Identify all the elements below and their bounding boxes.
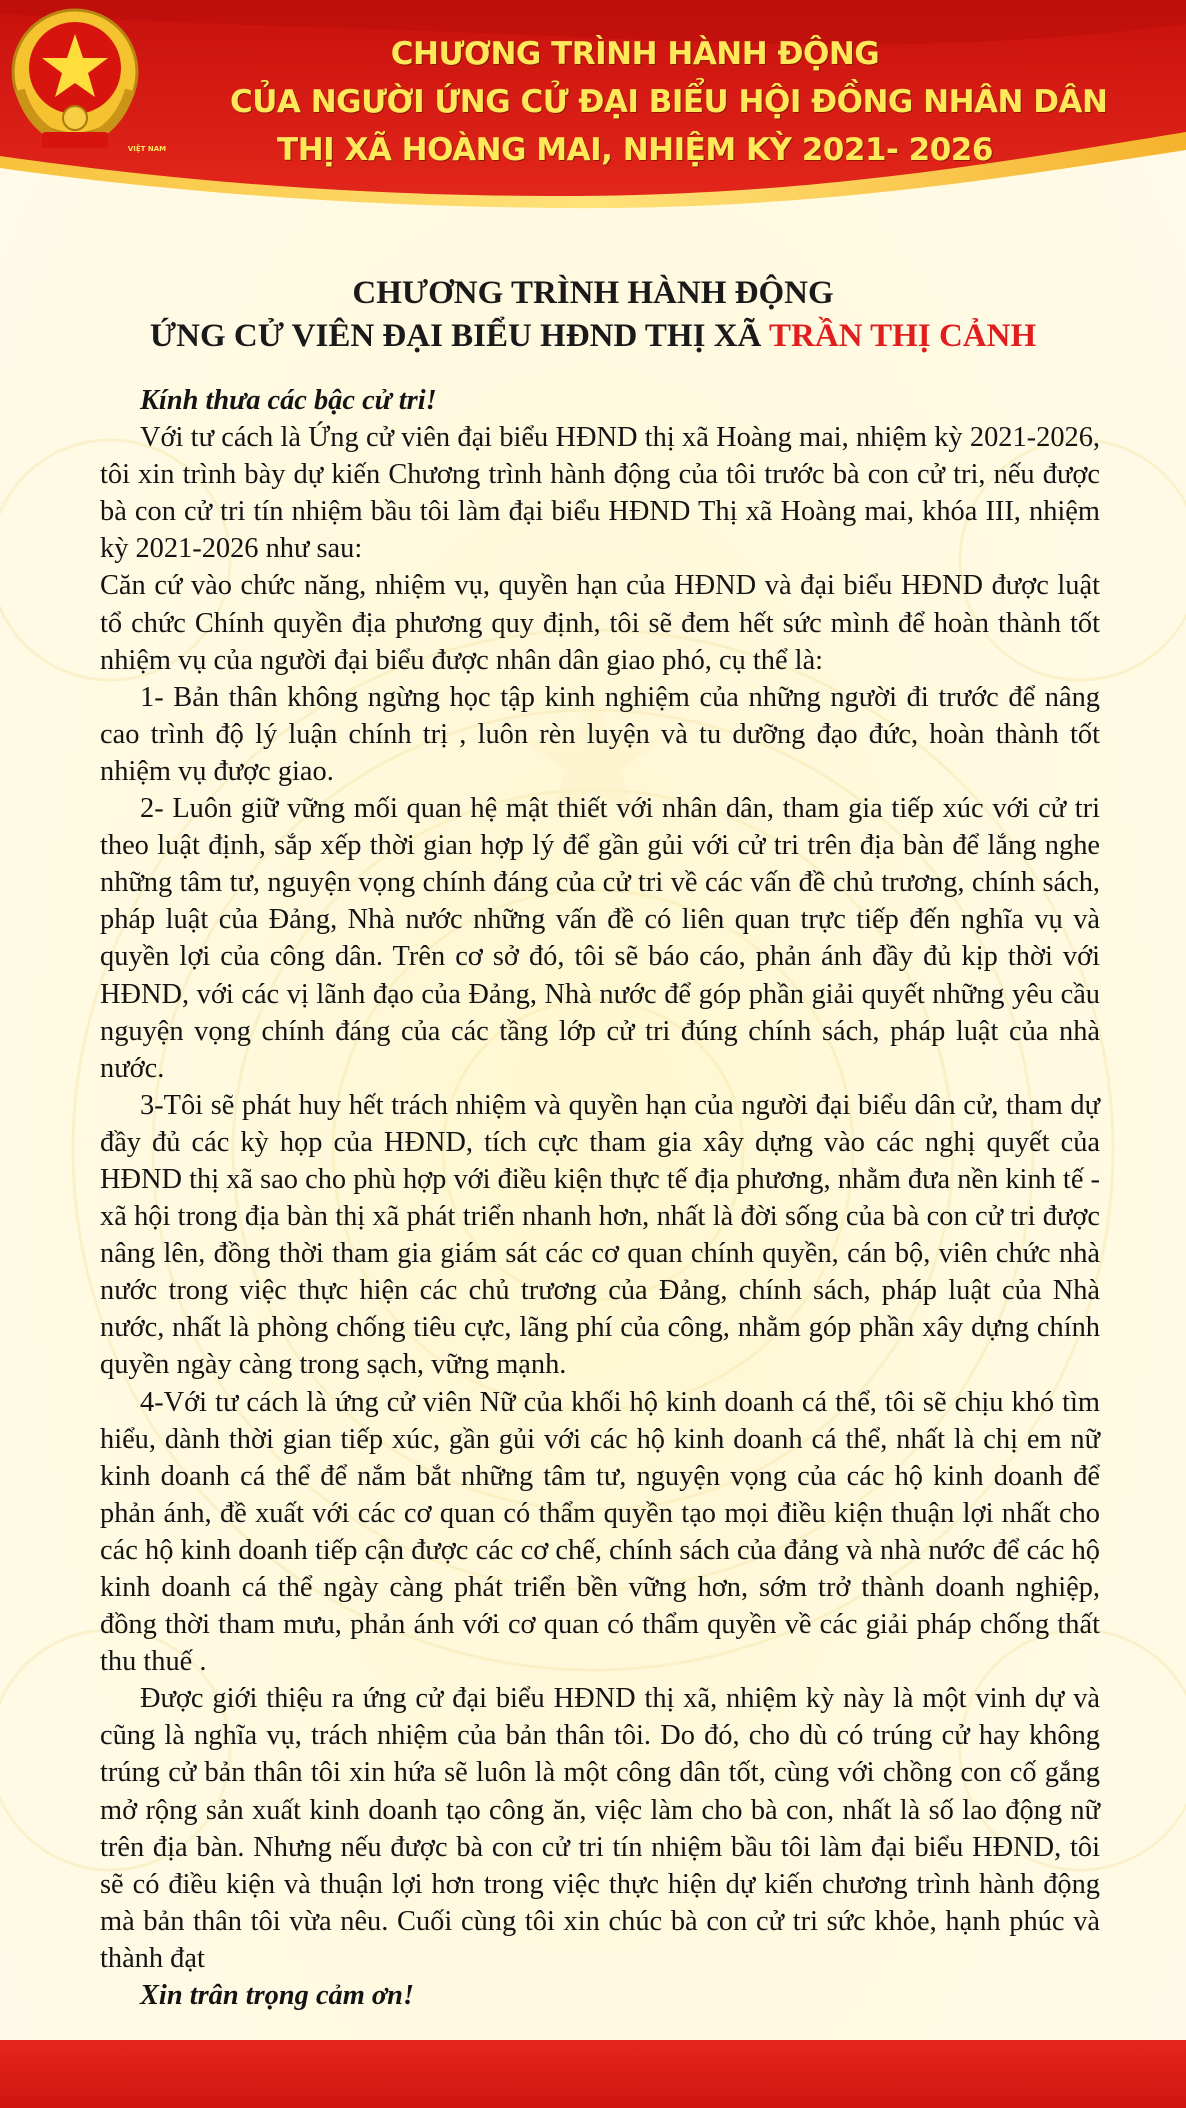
banner-line-3: THỊ XÃ HOÀNG MAI, NHIỆM KỲ 2021- 2026 [277,132,993,168]
emblem-ribbon-text: VIỆT NAM [127,145,167,153]
header-banner [0,0,1186,250]
basis-paragraph: Căn cứ vào chức năng, nhiệm vụ, quyền hạn của HĐND và đại biểu HĐND được luật tổ chức Chính quyền địa phương quy định, tôi sẽ đem hết sức mình để hoàn thành tốt nhiệm vụ của người đại biểu được nhân dân giao phó, cụ thể là: [100,570,1100,676]
conclusion-paragraph: Được giới thiệu ra ứng cử đại biểu HĐND thị xã, nhiệm kỳ này là một vinh dự và cũng là nghĩa vụ, trách nhiệm của bản thân tôi. Do đó, cho dù có trúng cử hay không trúng cử bản thân tôi xin hứa sẽ luôn là một công dân tốt, cùng với chồng con cố gắng mở rộng sản xuất kinh doanh tạo công ăn, việc làm cho bà con, nhất là số lao động nữ trên địa bàn. Nhưng nếu được bà con cử tri tín nhiệm bầu tôi làm đại biểu HĐND, tôi sẽ có điều kiện và thuận lợi hơn trong việc thực hiện dự kiến chương trình hành động mà bản thân tôi vừa nêu. Cuối cùng tôi xin chúc bà con cử tri sức khỏe, hạnh phúc và thành đạt [100,1683,1100,1974]
title-line-1: CHƯƠNG TRÌNH HÀNH ĐỘNG [352,275,834,311]
national-emblem-icon [0,0,150,160]
closing-line: Xin trân trọng cảm ơn! [140,1980,414,2012]
title-line-2 [0,315,1186,358]
document-body [100,382,1100,2014]
banner-line-2: CỦA NGƯỜI ỨNG CỬ ĐẠI BIỂU HỘI ĐỒNG NHÂN DÂN [230,84,1108,120]
banner-heading [230,30,1108,174]
banner-line-1: CHƯƠNG TRÌNH HÀNH ĐỘNG [390,36,880,72]
commitment-item-4: 4-Với tư cách là ứng cử viên Nữ của khối hộ kinh doanh cá thể, tôi sẽ chịu khó tìm hiểu, dành thời gian tiếp xúc, gần gủi với các hộ kinh doanh cá thể, nhất là chị em nữ kinh doanh cá thể để nắm bắt những tâm tư, nguyện vọng của các hộ kinh doanh để phản ánh, đề xuất với các cơ quan có thẩm quyền tạo mọi điều kiện thuận lợi nhất cho các hộ kinh doanh tiếp cận được các cơ chế, chính sách của đảng và nhà nước để các hộ kinh doanh cá thể ngày càng phát triển bền vững hơn, sớm trở thành doanh nghiệp, đồng thời tham mưu, phản ánh với cơ quan có thẩm quyền về các giải pháp chống thất thu thuế . [100,1386,1100,1678]
candidate-name: TRẦN THỊ CẢNH [769,318,1037,354]
commitment-item-2: 2- Luôn giữ vững mối quan hệ mật thiết với nhân dân, tham gia tiếp xúc với cử tri theo luật định, sắp xếp thời gian hợp lý để gần gủi với cử tri trên địa bàn để lắng nghe những tâm tư, nguyện vọng chính đáng của cử tri về các vấn đề chủ trương, chính sách, pháp luật của Đảng, Nhà nước những vấn đề có liên quan trực tiếp đến nghĩa vụ và quyền lợi của công dân. Trên cơ sở đó, tôi sẽ báo cáo, phản ánh đầy đủ kịp thời với HĐND, với các vị lãnh đạo của Đảng, Nhà nước để góp phần giải quyết những yêu cầu nguyện vọng chính đáng của các tầng lớp cử tri đúng chính sách, pháp luật của nhà nước. [100,793,1100,1084]
intro-paragraph: Với tư cách là Ứng cử viên đại biểu HĐND thị xã Hoàng mai, nhiệm kỳ 2021-2026, tôi xin trình bày dự kiến Chương trình hành động của tôi trước bà con cử tri, nếu được bà con cử tri tín nhiệm bầu tôi làm đại biểu HĐND Thị xã Hoàng mai, khóa III, nhiệm kỳ 2021-2026 như sau: [100,422,1100,565]
footer-band [0,2040,1186,2108]
document-title [0,272,1186,358]
greeting: Kính thưa các bậc cử tri! [140,385,437,416]
commitment-item-3: 3-Tôi sẽ phát huy hết trách nhiệm và quyền hạn của người đại biểu dân cử, tham dự đầy đủ các kỳ họp của HĐND, tích cực tham gia xây dựng vào các nghị quyết của HĐND thị xã sao cho phù hợp với điều kiện thực tế địa phương, nhằm đưa nền kinh tế - xã hội trong địa bàn thị xã phát triển nhanh hơn, nhất là đời sống của bà con cử tri được nâng lên, đồng thời tham gia giám sát các cơ quan chính quyền, cán bộ, viên chức nhà nước trong việc thực hiện các chủ trương của Đảng, chính sách, pháp luật của Nhà nước, nhất là phòng chống tiêu cực, lãng phí của công, nhằm góp phần xây dựng chính quyền ngày càng trong sạch, vững mạnh. [100,1089,1100,1381]
commitment-item-1: 1- Bản thân không ngừng học tập kinh nghiệm của những người đi trước để nâng cao trình độ lý luận chính trị , luôn rèn luyện và tu dưỡng đạo đức, hoàn thành tốt nhiệm vụ được giao. [100,681,1100,787]
title-prefix: ỨNG CỬ VIÊN ĐẠI BIỂU HĐND THỊ XÃ [149,318,770,354]
